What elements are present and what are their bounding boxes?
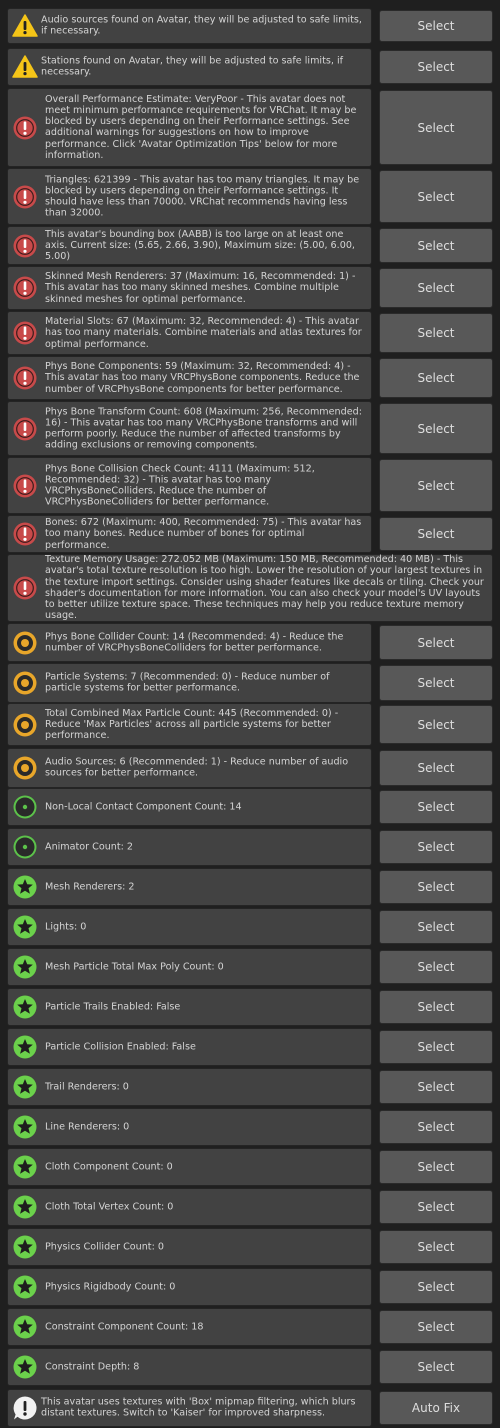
message-box: [7, 1188, 372, 1226]
info-icon: [12, 1395, 38, 1421]
validation-row: [7, 1348, 493, 1386]
error-icon: [12, 275, 38, 301]
message-box: [7, 515, 372, 553]
message-box: [7, 554, 493, 622]
validation-row: [7, 703, 493, 746]
select-button[interactable]: Select: [379, 313, 493, 353]
validation-row: [7, 48, 493, 86]
error-icon: [12, 416, 38, 442]
select-button[interactable]: Select: [379, 750, 493, 786]
message-text: Line Renderers: 0: [45, 1121, 130, 1133]
excellent-rating-icon: [12, 1354, 38, 1380]
select-button[interactable]: Select: [379, 990, 493, 1024]
message-box: [7, 1108, 372, 1146]
message-box: [7, 868, 372, 906]
excellent-rating-icon: [12, 1034, 38, 1060]
error-icon: [12, 575, 38, 601]
select-button[interactable]: Select: [379, 358, 493, 398]
excellent-rating-icon: [12, 874, 38, 900]
validation-row: [7, 554, 493, 622]
select-button[interactable]: Select: [379, 228, 493, 263]
message-text: Cloth Total Vertex Count: 0: [45, 1201, 174, 1213]
message-box: [7, 988, 372, 1026]
medium-rating-icon: [12, 794, 38, 820]
validation-row: [7, 1188, 493, 1226]
excellent-rating-icon: [12, 914, 38, 940]
select-button[interactable]: Select: [379, 1270, 493, 1304]
message-box: [7, 88, 372, 167]
message-text: Audio Sources: 6 (Recommended: 1) - Reduce number of audio sources for better performance.: [45, 756, 349, 779]
validation-row: [7, 1148, 493, 1186]
message-box: [7, 1228, 372, 1266]
message-box: [7, 703, 372, 746]
select-button[interactable]: Select: [379, 870, 493, 904]
message-box: [7, 311, 372, 355]
excellent-rating-icon: [12, 994, 38, 1020]
select-button[interactable]: Select: [379, 790, 493, 824]
auto-fix-button[interactable]: Auto Fix: [379, 1391, 493, 1425]
select-button[interactable]: Select: [379, 1070, 493, 1104]
message-box: [7, 623, 372, 662]
message-text: Texture Memory Usage: 272.052 MB (Maximum: 150 MB, Recommended: 40 MB) - This avatar's total texture resolution is too high. Lower the resolution of your largest textures in the texture import settings. Consider using shader features like decals or tiling. Check your shader's documentation for more information. You can also check your model's UV layouts to better utilize texture space. These techniques may help you reduce texture memory usage.: [45, 554, 484, 622]
validation-row: [7, 1268, 493, 1306]
poor-rating-icon: [12, 755, 38, 781]
message-text: Animator Count: 2: [45, 841, 134, 853]
validation-row: [7, 1389, 493, 1427]
validation-row: [7, 8, 493, 44]
poor-rating-icon: [12, 630, 38, 656]
validation-row: [7, 663, 493, 703]
validation-row: [7, 788, 493, 826]
message-box: [7, 948, 372, 986]
select-button[interactable]: Select: [379, 50, 493, 84]
message-text: Constraint Depth: 8: [45, 1361, 140, 1373]
excellent-rating-icon: [12, 1194, 38, 1220]
select-button[interactable]: Select: [379, 10, 493, 42]
message-box: [7, 1068, 372, 1106]
validation-row: [7, 1308, 493, 1346]
message-box: [7, 457, 372, 514]
message-box: [7, 908, 372, 946]
message-text: Mesh Particle Total Max Poly Count: 0: [45, 961, 224, 973]
validation-row: [7, 1068, 493, 1106]
select-button[interactable]: Select: [379, 830, 493, 864]
message-box: [7, 226, 372, 265]
message-box: [7, 1268, 372, 1306]
message-text: Cloth Component Count: 0: [45, 1161, 173, 1173]
select-button[interactable]: Select: [379, 517, 493, 551]
message-box: [7, 788, 372, 826]
excellent-rating-icon: [12, 1074, 38, 1100]
excellent-rating-icon: [12, 1234, 38, 1260]
select-button[interactable]: Select: [379, 1030, 493, 1064]
validation-row: [7, 1228, 493, 1266]
message-text: This avatar uses textures with 'Box' mipmap filtering, which blurs distant textures. Switch to 'Kaiser' for improved sharpness.: [41, 1396, 356, 1419]
select-button[interactable]: Select: [379, 403, 493, 454]
validation-row: [7, 748, 493, 788]
select-button[interactable]: Select: [379, 170, 493, 223]
message-text: Phys Bone Collision Check Count: 4111 (Maximum: 512, Recommended: 32) - This avatar has too many VRCPhysBoneColliders. Reduce the number of VRCPhysBoneColliders for better performance.: [45, 462, 315, 508]
message-text: Trail Renderers: 0: [45, 1081, 129, 1093]
select-button[interactable]: Select: [379, 1190, 493, 1224]
message-box: [7, 828, 372, 866]
excellent-rating-icon: [12, 1314, 38, 1340]
message-box: [7, 748, 372, 788]
validation-row: [7, 226, 493, 265]
message-text: Skinned Mesh Renderers: 37 (Maximum: 16, Recommended: 1) - This avatar has too many skinned meshes. Combine multiple skinned meshes for optimal performance.: [45, 271, 356, 305]
warning-icon: [12, 54, 38, 80]
validation-row: [7, 623, 493, 662]
message-text: Mesh Renderers: 2: [45, 881, 135, 893]
select-button[interactable]: Select: [379, 665, 493, 701]
message-box: [7, 663, 372, 703]
select-button[interactable]: Select: [379, 459, 493, 512]
message-text: Phys Bone Transform Count: 608 (Maximum: 256, Recommended: 16) - This avatar has too many VRCPhysBone transforms and will perform poorly. Reduce the number of affected transforms by adding exclusions or removing components.: [45, 405, 362, 451]
message-text: Non-Local Contact Component Count: 14: [45, 801, 242, 813]
validation-row: [7, 401, 493, 456]
select-button[interactable]: Select: [379, 705, 493, 744]
message-box: [7, 1148, 372, 1186]
message-text: Phys Bone Collider Count: 14 (Recommended: 4) - Reduce the number of VRCPhysBoneColliders for better performance.: [45, 631, 344, 654]
error-icon: [12, 365, 38, 391]
message-text: Phys Bone Components: 59 (Maximum: 32, Recommended: 4) - This avatar has too many VRCPhysBone components. Reduce the number of VRCPhysBone components for better performance.: [45, 361, 360, 395]
message-text: Physics Collider Count: 0: [45, 1241, 164, 1253]
message-box: [7, 1348, 372, 1386]
message-text: This avatar's bounding box (AABB) is too large on at least one axis. Current size: (5.65, 2.66, 3.90), Maximum size: (5.00, 6.00, 5.00): [45, 228, 355, 263]
validation-row: [7, 1028, 493, 1066]
message-box: [7, 1389, 372, 1427]
message-box: [7, 1308, 372, 1346]
message-box: [7, 356, 372, 400]
validation-row: [7, 908, 493, 946]
select-button[interactable]: Select: [379, 910, 493, 944]
message-text: Stations found on Avatar, they will be adjusted to safe limits, if necessary.: [41, 55, 343, 78]
message-text: Particle Collision Enabled: False: [45, 1041, 196, 1053]
message-box: [7, 48, 372, 86]
validation-row: [7, 988, 493, 1026]
validation-row: [7, 168, 493, 225]
message-text: Lights: 0: [45, 921, 87, 933]
validation-row: [7, 266, 493, 310]
message-text: Total Combined Max Particle Count: 445 (Recommended: 0) - Reduce 'Max Particles' across all particle systems for better performance.: [45, 707, 339, 742]
validation-row: [7, 828, 493, 866]
message-box: [7, 401, 372, 456]
excellent-rating-icon: [12, 1114, 38, 1140]
validation-row: [7, 457, 493, 514]
message-text: Particle Systems: 7 (Recommended: 0) - Reduce number of particle systems for better performance.: [45, 671, 330, 694]
error-icon: [12, 320, 38, 346]
select-button[interactable]: Select: [379, 1110, 493, 1144]
select-button[interactable]: Select: [379, 1150, 493, 1184]
select-button[interactable]: Select: [379, 950, 493, 984]
message-text: Particle Trails Enabled: False: [45, 1001, 181, 1013]
validation-row: [7, 1108, 493, 1146]
message-text: Physics Rigidbody Count: 0: [45, 1281, 176, 1293]
validation-row: [7, 311, 493, 355]
error-icon: [12, 233, 38, 259]
error-icon: [12, 521, 38, 547]
message-box: [7, 266, 372, 310]
message-box: [7, 1028, 372, 1066]
validation-row: [7, 868, 493, 906]
message-text: Material Slots: 67 (Maximum: 32, Recommended: 4) - This avatar has too many materials. Combine materials and atlas textures for optimal performance.: [45, 316, 362, 350]
message-text: Triangles: 621399 - This avatar has too many triangles. It may be blocked by users depending on their Performance settings. It should have less than 70000. VRChat recommends having less than 32000.: [45, 173, 360, 219]
select-button[interactable]: Select: [379, 1310, 493, 1344]
select-button[interactable]: Select: [379, 625, 493, 660]
validation-row: [7, 515, 493, 553]
validation-row: [7, 356, 493, 400]
message-text: Constraint Component Count: 18: [45, 1321, 204, 1333]
select-button[interactable]: Select: [379, 90, 493, 165]
message-text: Bones: 672 (Maximum: 400, Recommended: 75) - This avatar has too many bones. Reduce number of bones for optimal performance.: [45, 517, 362, 551]
error-icon: [12, 473, 38, 499]
error-icon: [12, 184, 38, 210]
message-box: [7, 8, 372, 44]
message-box: [7, 168, 372, 225]
warning-icon: [12, 13, 38, 39]
medium-rating-icon: [12, 834, 38, 860]
excellent-rating-icon: [12, 1154, 38, 1180]
message-text: Overall Performance Estimate: VeryPoor - This avatar does not meet minimum performance requirements for VRChat. It may be blocked by users depending on their Performance settings. See additional warnings for suggestions on how to improve performance. Click 'Avatar Optimization Tips' below for more information.: [45, 93, 357, 162]
select-button[interactable]: Select: [379, 1230, 493, 1264]
error-icon: [12, 115, 38, 141]
validation-row: [7, 88, 493, 167]
message-text: Audio sources found on Avatar, they will be adjusted to safe limits, if necessary.: [41, 14, 362, 37]
excellent-rating-icon: [12, 1274, 38, 1300]
excellent-rating-icon: [12, 954, 38, 980]
select-button[interactable]: Select: [379, 1350, 493, 1384]
poor-rating-icon: [12, 712, 38, 738]
poor-rating-icon: [12, 670, 38, 696]
validation-row: [7, 948, 493, 986]
select-button[interactable]: Select: [379, 268, 493, 308]
